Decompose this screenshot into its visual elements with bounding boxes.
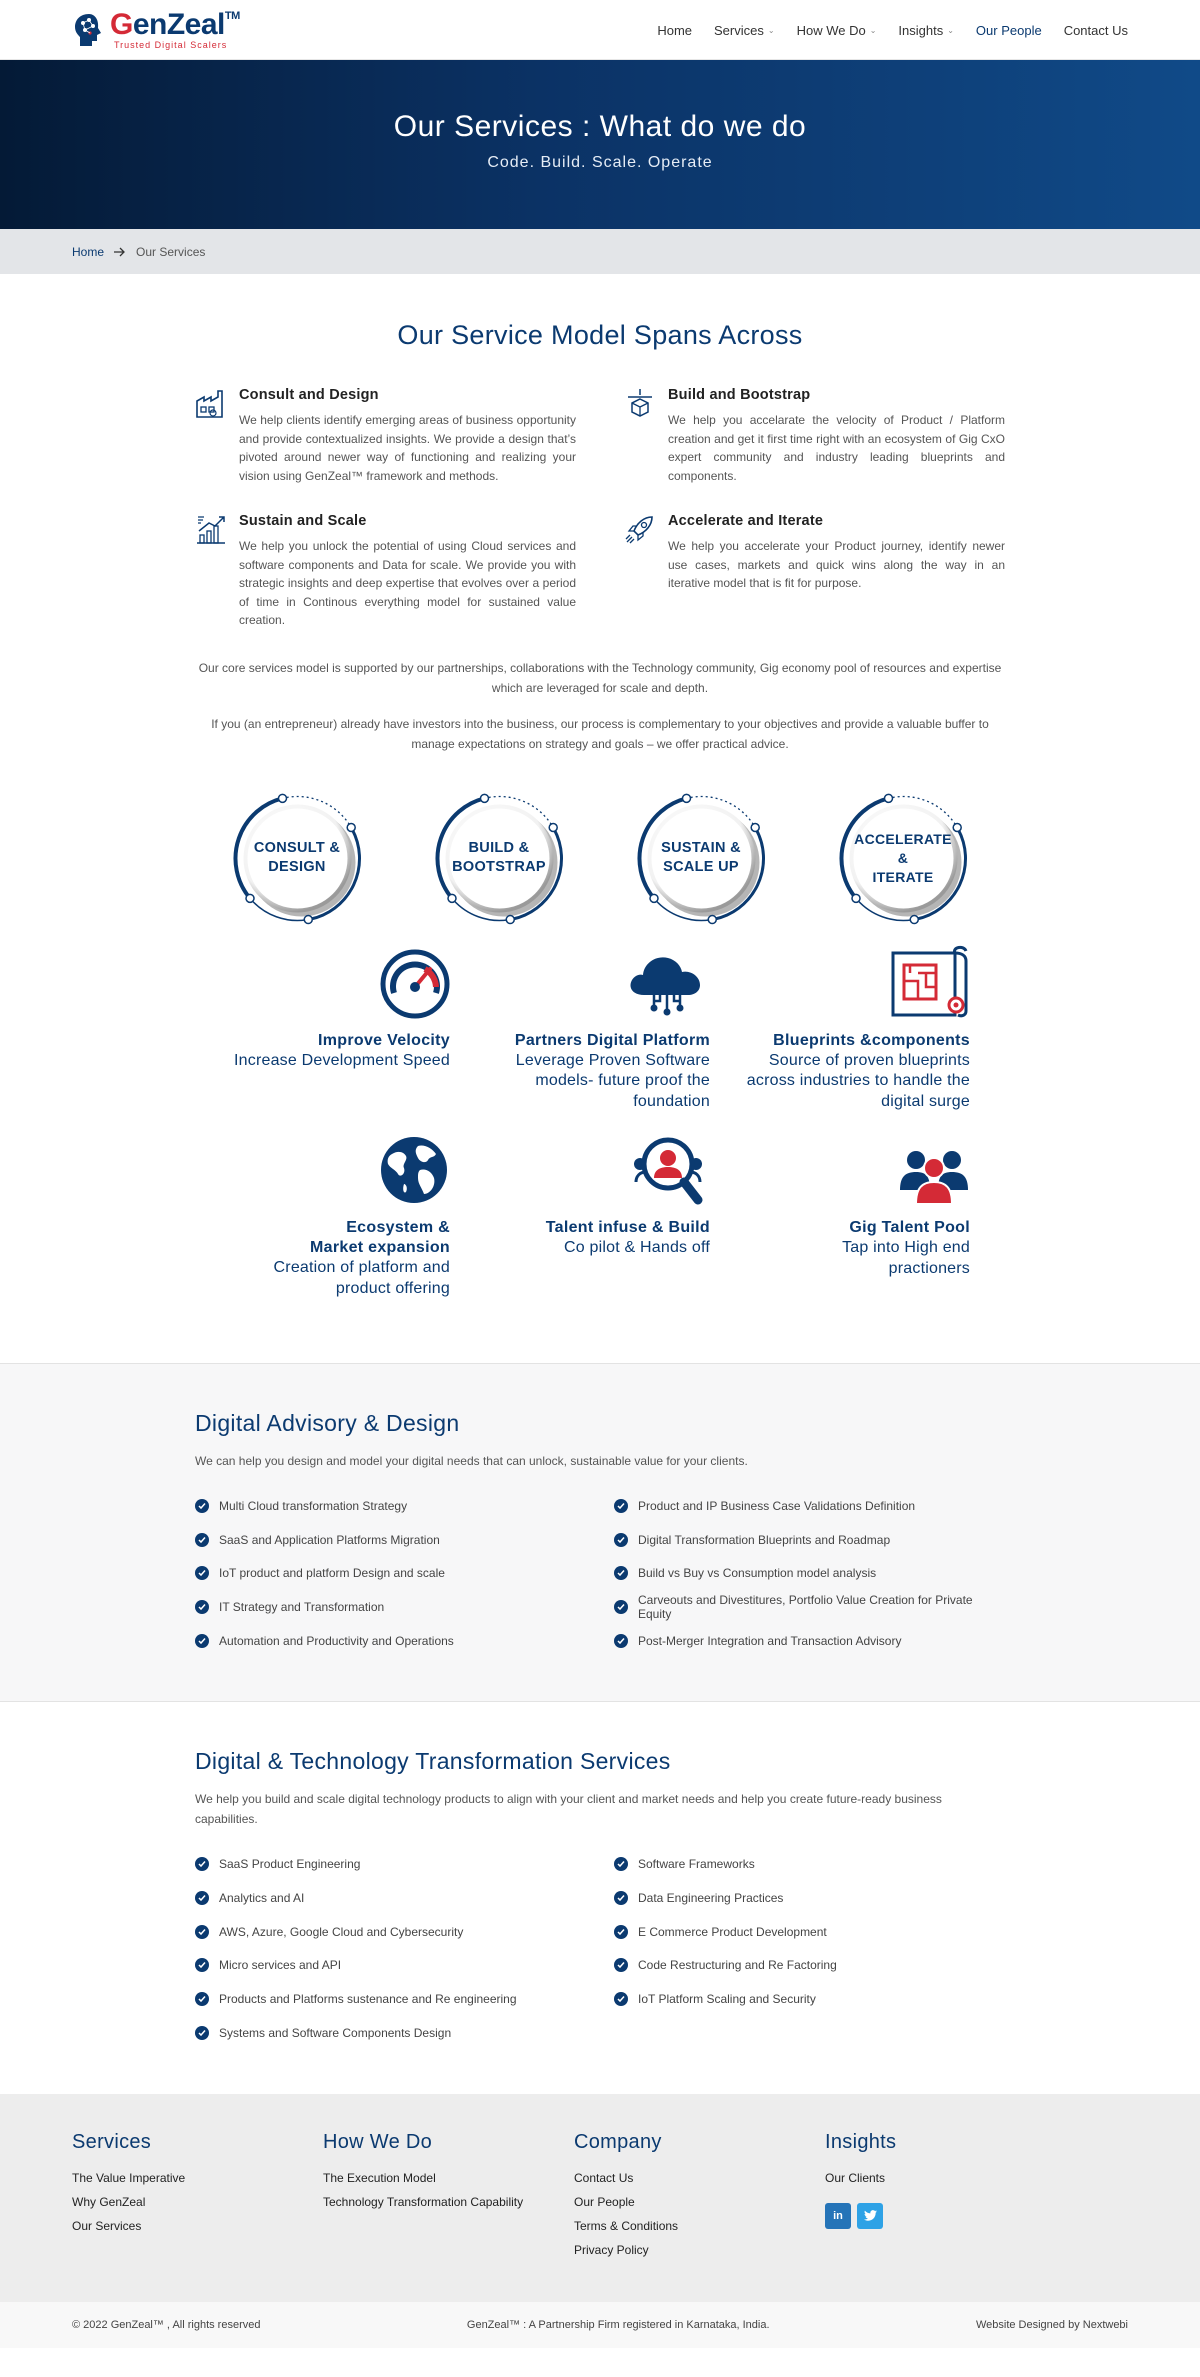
advisory-list-left <box>195 1489 614 1657</box>
model-item-accelerate <box>624 513 1005 630</box>
nav-our-people[interactable]: Our People <box>975 22 1042 38</box>
list-item: Micro services and API <box>195 1949 614 1983</box>
footer-link[interactable]: Our People <box>574 2194 635 2209</box>
check-circle-icon <box>195 2026 209 2040</box>
service-model-section <box>0 274 1200 1363</box>
breadcrumb-current: Our Services <box>136 244 206 259</box>
logo-tagline: Trusted Digital Scalers <box>114 40 228 50</box>
circle-accelerate-iterate: ACCELERATE & ITERATE <box>837 792 970 925</box>
check-circle-icon <box>195 1566 209 1580</box>
chevron-down-icon: ⌄ <box>767 25 775 35</box>
footer-heading: Company <box>574 2130 662 2153</box>
feature-text: Source of proven blueprints across industries to handle the digital surge <box>746 1051 970 1110</box>
check-circle-icon <box>195 1499 209 1513</box>
list-item: Carveouts and Divestitures, Portfolio Value Creation for Private Equity <box>614 1590 1005 1624</box>
growth-chart-icon <box>195 513 227 545</box>
footer-heading: Services <box>72 2130 152 2153</box>
section-title: Digital Advisory & Design <box>195 1410 460 1436</box>
footer-link[interactable]: The Value Imperative <box>72 2170 186 2185</box>
list-item: Systems and Software Components Design <box>195 2016 614 2050</box>
section-lead: We can help you design and model your digital needs that can unlock, sustainable value for your clients. <box>195 1454 748 1468</box>
footer-link[interactable]: Privacy Policy <box>574 2242 649 2257</box>
list-item: Product and IP Business Case Validations Definition <box>614 1489 1005 1523</box>
advisory-list-right <box>614 1489 1005 1657</box>
cloud-network-icon <box>624 949 710 1019</box>
feature-title: Talent infuse & Build <box>545 1219 710 1236</box>
check-circle-icon <box>614 1958 628 1972</box>
check-circle-icon <box>614 1992 628 2006</box>
list-item: Data Engineering Practices <box>614 1881 1005 1915</box>
list-item: SaaS Product Engineering <box>195 1847 614 1881</box>
arrow-right-icon <box>114 247 126 257</box>
model-item-text: We help you accelarate the velocity of Product / Platform creation and get it first time right with an ecosystem of Gig CxO expert community and industry leading blueprints and components. <box>668 413 1005 483</box>
circle-sustain-scale: SUSTAIN & SCALE UP <box>635 792 768 925</box>
technology-transformation-section <box>0 1701 1200 2093</box>
section-title: Digital & Technology Transformation Services <box>195 1748 671 1775</box>
list-item: E Commerce Product Development <box>614 1915 1005 1949</box>
bottom-bar <box>0 2302 1200 2348</box>
feature-partners-platform <box>480 935 720 1113</box>
nav-contact-us[interactable]: Contact Us <box>1063 22 1128 38</box>
brain-logo-icon <box>72 11 106 49</box>
list-item: Digital Transformation Blueprints and Roadmap <box>614 1523 1005 1557</box>
model-item-consult <box>195 387 576 485</box>
designer-credit[interactable]: Website Designed by Nextwebi <box>975 2318 1128 2331</box>
feature-text: Creation of platform and product offering <box>273 1259 450 1297</box>
nav-services[interactable]: Services ⌄ <box>714 22 775 38</box>
feature-talent-infuse <box>480 1122 720 1299</box>
list-item: Automation and Productivity and Operations <box>195 1624 614 1658</box>
feature-text: Tap into High end practioners <box>842 1239 970 1277</box>
model-item-title: Consult and Design <box>239 387 379 403</box>
twitter-icon[interactable] <box>857 2203 883 2229</box>
model-item-title: Build and Bootstrap <box>668 387 811 403</box>
footer-link[interactable]: Why GenZeal <box>72 2194 146 2209</box>
logo[interactable] <box>72 10 240 50</box>
footer-heading: Insights <box>825 2130 897 2153</box>
site-header <box>0 0 1200 60</box>
check-circle-icon <box>195 1600 209 1614</box>
model-item-text: We help you unlock the potential of using Cloud services and software components and Data for scale. We provide you with strategic insights and deep expertise that evolves over a period of time in Continous everything model for sustained value creation. <box>239 539 576 627</box>
feature-title: Blueprints &components <box>773 1031 970 1049</box>
model-item-text: We help clients identify emerging areas of business opportunity and provide contextualized insights. We provide a design that’s pivoted around newer way of functioning and realizing your vision using GenZeal™ framework and methods. <box>239 413 576 483</box>
digital-advisory-section <box>0 1363 1200 1701</box>
footer-link[interactable]: The Execution Model <box>323 2170 436 2185</box>
intro-paragraph: If you (an entrepreneur) already have investors into the business, our process is complementary to your objectives and provide a valuable buffer to manage expectations on strategy and goals – we offer practical advice. <box>211 716 989 751</box>
footer-col-services <box>72 2131 323 2262</box>
talent-search-icon <box>626 1134 710 1206</box>
list-item: Code Restructuring and Re Factoring <box>614 1949 1005 1983</box>
feature-title: Partners Digital Platform <box>514 1031 710 1049</box>
model-item-title: Sustain and Scale <box>239 513 367 529</box>
feature-ecosystem <box>220 1122 460 1299</box>
check-circle-icon <box>614 1891 628 1905</box>
footer-heading: How We Do <box>323 2130 433 2153</box>
check-circle-icon <box>614 1857 628 1871</box>
check-circle-icon <box>614 1533 628 1547</box>
list-item: Products and Platforms sustenance and Re engineering <box>195 1982 614 2016</box>
list-item: IoT Platform Scaling and Security <box>614 1982 1005 2016</box>
footer-link[interactable]: Terms & Conditions <box>574 2218 679 2233</box>
page-subtitle: Code. Build. Scale. Operate <box>487 154 713 171</box>
speedometer-icon <box>380 949 450 1019</box>
footer-col-insights <box>825 2131 1076 2262</box>
footer-link[interactable]: Our Services <box>72 2218 142 2233</box>
list-item: SaaS and Application Platforms Migration <box>195 1523 614 1557</box>
registration-note: GenZeal™ : A Partnership Firm registered in Karnataka, India. <box>466 2318 770 2331</box>
model-item-text: We help you accelerate your Product journey, identify newer use cases, markets and quick wins along the way in an iterative model that is fit for purpose. <box>668 539 1005 590</box>
copyright: © 2022 GenZeal™ , All rights reserved <box>72 2318 261 2331</box>
feature-gig-talent <box>740 1122 980 1299</box>
rocket-icon <box>624 513 656 545</box>
section-title: Our Service Model Spans Across <box>397 320 803 350</box>
check-circle-icon <box>195 1891 209 1905</box>
feature-improve-velocity <box>220 935 460 1113</box>
check-circle-icon <box>195 1634 209 1648</box>
check-circle-icon <box>195 1925 209 1939</box>
hero-banner <box>0 60 1200 229</box>
chevron-down-icon: ⌄ <box>869 25 877 35</box>
list-item: Post-Merger Integration and Transaction Advisory <box>614 1624 1005 1658</box>
footer-col-how-we-do <box>323 2131 574 2262</box>
footer-link[interactable]: Technology Transformation Capability <box>323 2194 524 2209</box>
check-circle-icon <box>195 1533 209 1547</box>
logo-wordmark: GenZeal™ <box>110 8 240 41</box>
main-nav <box>657 23 1128 38</box>
blueprint-icon <box>890 943 970 1019</box>
team-icon <box>898 1146 970 1206</box>
transformation-list-left <box>195 1847 614 2049</box>
model-item-sustain <box>195 513 576 630</box>
check-circle-icon <box>614 1925 628 1939</box>
feature-blueprints <box>740 935 980 1113</box>
footer-link[interactable]: Our Clients <box>825 2170 886 2185</box>
intro-paragraph: Our core services model is supported by our partnerships, collaborations with the Technology community, Gig economy pool of resources and expertise which are leveraged for scale and depth. <box>198 660 1002 695</box>
list-item: Build vs Buy vs Consumption model analysis <box>614 1556 1005 1590</box>
feature-text: Co pilot & Hands off <box>563 1239 710 1256</box>
model-item-build <box>624 387 1005 485</box>
model-intro <box>195 658 1005 754</box>
factory-icon <box>195 387 227 419</box>
globe-icon <box>378 1134 450 1206</box>
chevron-down-icon: ⌄ <box>947 25 954 35</box>
process-circles <box>0 792 1200 925</box>
features-grid <box>220 935 980 1300</box>
footer-link[interactable]: Contact Us <box>574 2170 634 2185</box>
nav-home[interactable]: Home <box>657 22 693 38</box>
linkedin-icon[interactable]: in <box>825 2203 851 2229</box>
feature-title: Improve Velocity <box>318 1031 450 1049</box>
site-footer <box>0 2094 1200 2302</box>
breadcrumb-home[interactable]: Home <box>72 244 105 259</box>
check-circle-icon <box>614 1499 628 1513</box>
breadcrumb <box>0 229 1200 274</box>
page-title: Our Services : What do we do <box>393 110 807 143</box>
check-circle-icon <box>195 1958 209 1972</box>
check-circle-icon <box>195 1992 209 2006</box>
check-circle-icon <box>614 1600 628 1614</box>
feature-text: Leverage Proven Software models- future proof the foundation <box>515 1051 710 1110</box>
model-item-title: Accelerate and Iterate <box>668 513 824 529</box>
list-item: IT Strategy and Transformation <box>195 1590 614 1624</box>
drone-icon <box>624 387 656 419</box>
transformation-list-right <box>614 1847 1005 2049</box>
nav-insights[interactable]: Insights ⌄ <box>898 22 954 38</box>
feature-text: Increase Development Speed <box>234 1051 450 1069</box>
list-item: Analytics and AI <box>195 1881 614 1915</box>
check-circle-icon <box>614 1566 628 1580</box>
footer-col-company <box>574 2131 825 2262</box>
feature-title: Ecosystem & Market expansion <box>310 1219 450 1256</box>
check-circle-icon <box>195 1857 209 1871</box>
nav-how-we-do[interactable]: How We Do ⌄ <box>796 22 877 38</box>
list-item: IoT product and platform Design and scale <box>195 1556 614 1590</box>
feature-title: Gig Talent Pool <box>849 1219 970 1236</box>
list-item: AWS, Azure, Google Cloud and Cybersecurity <box>195 1915 614 1949</box>
list-item: Software Frameworks <box>614 1847 1005 1881</box>
section-lead: We help you build and scale digital technology products to align with your client and market needs and help you create future-ready business capabilities. <box>195 1792 942 1827</box>
list-item: Multi Cloud transformation Strategy <box>195 1489 614 1523</box>
circle-build-bootstrap: BUILD & BOOTSTRAP <box>433 792 566 925</box>
check-circle-icon <box>614 1634 628 1648</box>
circle-consult-design: CONSULT & DESIGN <box>231 792 364 925</box>
